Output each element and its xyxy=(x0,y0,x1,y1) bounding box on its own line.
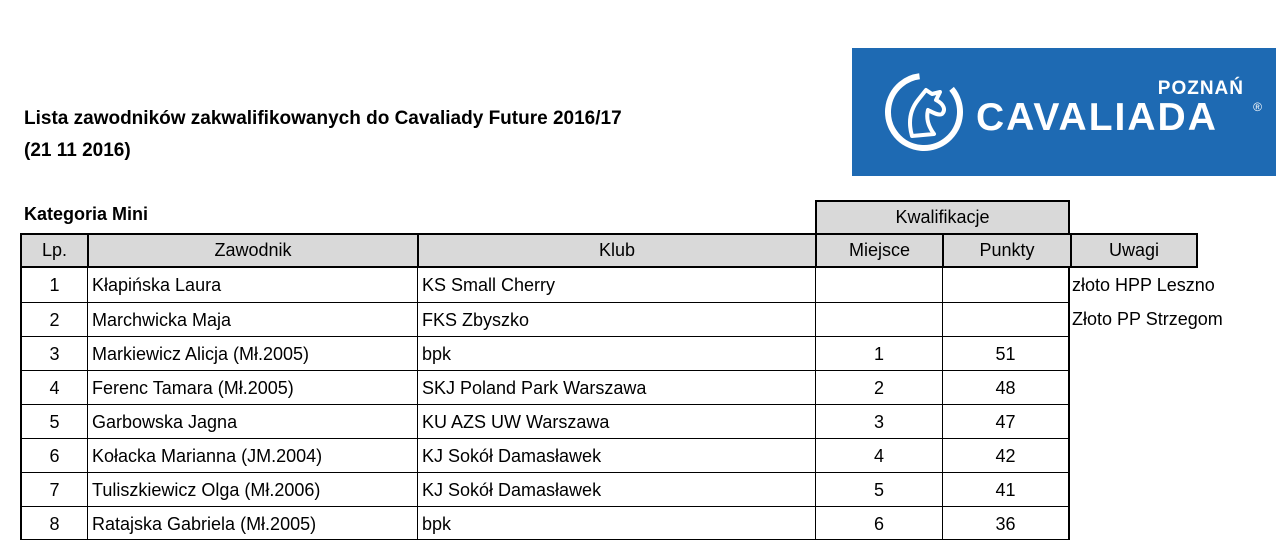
cell-lp: 7 xyxy=(20,472,87,506)
horse-head-icon xyxy=(882,70,966,154)
cell-punkty xyxy=(942,302,1070,336)
cell-uwagi xyxy=(1070,438,1278,472)
cell-klub: FKS Zbyszko xyxy=(417,302,815,336)
logo-city: POZNAŃ xyxy=(1157,78,1244,99)
cell-zawodnik: Ratajska Gabriela (Mł.2005) xyxy=(87,506,417,540)
cell-punkty: 51 xyxy=(942,336,1070,370)
cell-punkty: 48 xyxy=(942,370,1070,404)
cell-zawodnik: Marchwicka Maja xyxy=(87,302,417,336)
cell-punkty: 41 xyxy=(942,472,1070,506)
header-punkty: Punkty xyxy=(942,233,1072,268)
cell-uwagi xyxy=(1070,336,1278,370)
cell-lp: 3 xyxy=(20,336,87,370)
cell-zawodnik: Markiewicz Alicja (Mł.2005) xyxy=(87,336,417,370)
header-lp: Lp. xyxy=(20,233,89,268)
cell-miejsce xyxy=(815,302,942,336)
cell-uwagi xyxy=(1070,506,1278,540)
cell-uwagi xyxy=(1070,404,1278,438)
cell-punkty: 42 xyxy=(942,438,1070,472)
table-row-divider xyxy=(20,539,1070,540)
cell-lp: 1 xyxy=(20,268,87,302)
logo-registered-mark: ® xyxy=(1253,100,1262,114)
cell-lp: 2 xyxy=(20,302,87,336)
header-miejsce: Miejsce xyxy=(815,233,944,268)
cavaliada-logo xyxy=(852,48,1276,176)
document-title xyxy=(24,103,824,167)
header-uwagi: Uwagi xyxy=(1070,233,1198,268)
cell-miejsce xyxy=(815,268,942,302)
cell-zawodnik: Kłapińska Laura xyxy=(87,268,417,302)
cell-miejsce: 6 xyxy=(815,506,942,540)
cell-punkty xyxy=(942,268,1070,302)
cell-zawodnik: Tuliszkiewicz Olga (Mł.2006) xyxy=(87,472,417,506)
cell-zawodnik: Kołacka Marianna (JM.2004) xyxy=(87,438,417,472)
cell-klub: SKJ Poland Park Warszawa xyxy=(417,370,815,404)
cell-lp: 8 xyxy=(20,506,87,540)
header-zawodnik: Zawodnik xyxy=(87,233,419,268)
cell-klub: bpk xyxy=(417,506,815,540)
cell-uwagi xyxy=(1070,472,1278,506)
cell-miejsce: 3 xyxy=(815,404,942,438)
cell-punkty: 36 xyxy=(942,506,1070,540)
cell-uwagi: złoto HPP Leszno xyxy=(1072,275,1215,295)
cell-punkty: 47 xyxy=(942,404,1070,438)
cell-zawodnik: Ferenc Tamara (Mł.2005) xyxy=(87,370,417,404)
cell-klub: KU AZS UW Warszawa xyxy=(417,404,815,438)
cell-uwagi xyxy=(1070,370,1278,404)
title-line-1: Lista zawodników zakwalifikowanych do Cavaliady Future 2016/17 xyxy=(24,108,622,129)
cell-klub: KJ Sokół Damasławek xyxy=(417,438,815,472)
logo-name: CAVALIADA xyxy=(976,96,1218,139)
header-klub: Klub xyxy=(417,233,817,268)
cell-zawodnik: Garbowska Jagna xyxy=(87,404,417,438)
cell-lp: 5 xyxy=(20,404,87,438)
kwalifikacje-header: Kwalifikacje xyxy=(815,200,1070,235)
cell-lp: 4 xyxy=(20,370,87,404)
cell-lp: 6 xyxy=(20,438,87,472)
cell-miejsce: 2 xyxy=(815,370,942,404)
category-title: Kategoria Mini xyxy=(24,204,149,224)
title-line-2: (21 11 2016) xyxy=(24,140,131,161)
cell-miejsce: 1 xyxy=(815,336,942,370)
cell-klub: KS Small Cherry xyxy=(417,268,815,302)
cell-uwagi: Złoto PP Strzegom xyxy=(1072,309,1223,329)
cell-klub: KJ Sokół Damasławek xyxy=(417,472,815,506)
cell-miejsce: 4 xyxy=(815,438,942,472)
cell-klub: bpk xyxy=(417,336,815,370)
cell-miejsce: 5 xyxy=(815,472,942,506)
